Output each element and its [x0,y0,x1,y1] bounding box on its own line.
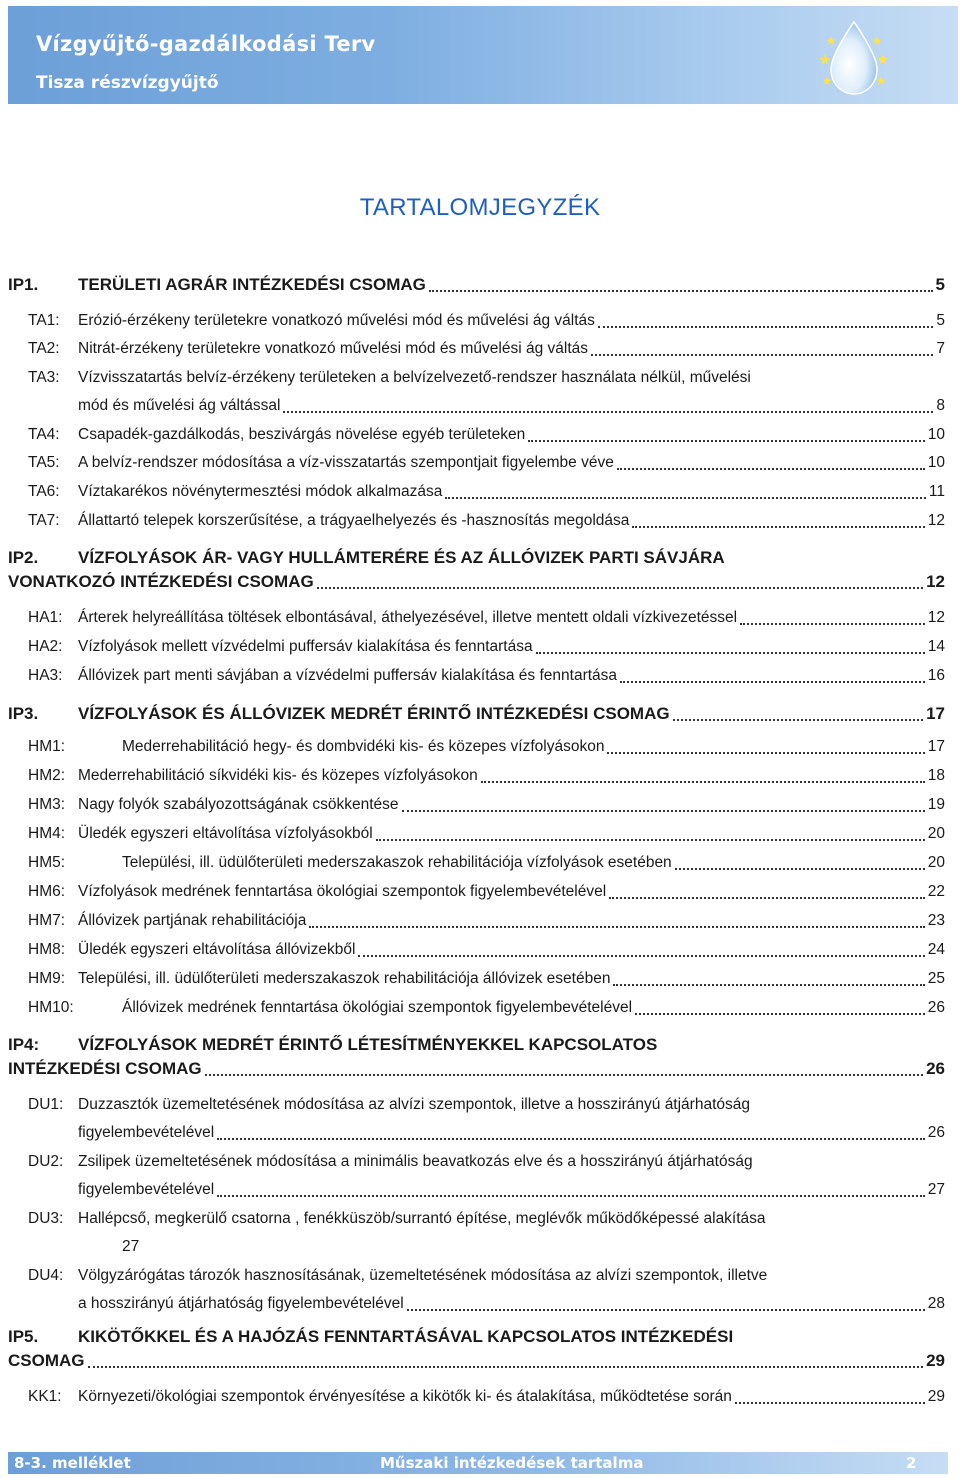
toc-section-entry[interactable] [0,702,960,726]
toc-entry-page-number: 7 [936,340,945,357]
toc-dot-leader [673,719,923,721]
toc-entry-text: VONATKOZÓ INTÉZKEDÉSI CSOMAG [8,572,314,591]
toc-entry-text: INTÉZKEDÉSI CSOMAG [8,1059,202,1078]
toc-entry[interactable] [0,822,960,846]
toc-entry-text: VÍZFOLYÁSOK ÁR- VAGY HULLÁMTERÉRE ÉS AZ ÁLLÓVIZEK PARTI SÁVJÁRA [78,548,725,567]
toc-dot-leader [632,526,924,528]
toc-entry-page-number: 26 [926,1059,945,1078]
toc-entry-text: Nagy folyók szabályozottságának csökkentése [78,796,399,813]
toc-dot-leader [358,955,924,957]
toc-dot-leader [598,326,933,328]
toc-entry-code: HA1: [28,609,63,626]
toc-dot-leader [613,984,924,986]
toc-entry-code: HA3: [28,667,63,684]
toc-entry-page-number: 14 [927,638,945,655]
toc-entry[interactable] [0,1150,960,1174]
toc-entry-page-number: 5 [935,275,945,294]
toc-entry[interactable] [0,793,960,817]
toc-entry-page-number: 16 [927,667,945,684]
toc-entry-text: 27 [122,1238,140,1255]
toc-entry-page-number: 10 [927,426,945,443]
toc-entry-code: TA5: [28,454,60,471]
toc-entry[interactable] [0,967,960,991]
toc-entry-text: VÍZFOLYÁSOK ÉS ÁLLÓVIZEK MEDRÉT ÉRINTŐ INTÉZKEDÉSI CSOMAG [78,704,670,723]
toc-dot-leader [402,810,925,812]
toc-entry[interactable] [0,366,960,390]
toc-entry-text: A belvíz-rendszer módosítása a víz-visszatartás szempontjait figyelembe véve [78,454,614,471]
toc-entry-code: DU4: [28,1267,64,1284]
toc-entry-text: Duzzasztók üzemeltetésének módosítása az alvízi szempontok, illetve a hosszirányú átjárhatóság [78,1096,751,1113]
toc-entry[interactable] [0,509,960,533]
toc-entry-text: Állóvizek part menti sávjában a vízvédelmi puffersáv kialakítása és fenntartása [78,667,618,684]
toc-entry-page-number: 12 [927,512,945,529]
toc-entry-text: Hallépcső, megkerülő csatorna , fenékküszöb/surrantó építése, meglévők működőképessé alakítása [78,1210,766,1227]
toc-section-entry[interactable] [0,1033,960,1057]
toc-entry-text: Mederrehabilitáció hegy- és dombvidéki kis- és közepes vízfolyásokon [122,738,605,755]
toc-dot-leader [617,468,925,470]
toc-entry-code: HM1: [28,738,66,755]
toc-section-entry[interactable] [0,1325,960,1349]
toc-entry-text: Környezeti/ökológiai szempontok érvényesítése a kikötők ki- és átalakítása, működtetése során [78,1388,732,1405]
toc-dot-leader [283,411,933,413]
toc-entry-text: Állóvizek partjának rehabilitációja [78,912,307,929]
toc-entry-text: VÍZFOLYÁSOK MEDRÉT ÉRINTŐ LÉTESÍTMÉNYEKKEL KAPCSOLATOS [78,1035,658,1054]
toc-entry-text: TERÜLETI AGRÁR INTÉZKEDÉSI CSOMAG [78,275,426,294]
toc-section-entry[interactable] [0,273,960,297]
toc-title: TARTALOMJEGYZÉK [359,194,601,221]
toc-entry[interactable] [0,606,960,630]
toc-entry-text: a hosszirányú átjárhatóság figyelembevételével [78,1295,404,1312]
toc-entry-code: HM6: [28,883,66,900]
toc-entry-text: Vízvisszatartás belvíz-érzékeny területeken a belvízelvezető-rendszer használata nélkül, művelési [78,369,751,386]
toc-entry[interactable] [0,1207,960,1231]
toc-dot-leader [609,897,925,899]
toc-entry-code: TA3: [28,369,60,386]
toc-entry-page-number: 10 [927,454,945,471]
toc-entry-text: Állattartó telepek korszerűsítése, a trágyaelhelyezés és -hasznosítás megoldása [78,512,630,529]
toc-entry-text: Állóvizek medrének fenntartása ökológiai szempontok figyelembevételével [122,999,633,1016]
toc-entry-page-number: 12 [927,609,945,626]
toc-entry-text: figyelembevételével [78,1124,215,1141]
toc-entry-page-number: 20 [927,854,945,871]
toc-entry-page-number: 18 [927,767,945,784]
water-drop-logo-icon [811,14,897,100]
toc-section-entry[interactable] [0,546,960,570]
toc-entry[interactable] [0,1235,960,1259]
toc-entry-page-number: 20 [927,825,945,842]
toc-dot-leader [445,497,925,499]
toc-entry[interactable] [0,1121,960,1145]
toc-entry-code: HM4: [28,825,66,842]
toc-entry-code: KK1: [28,1388,62,1405]
toc-entry-code: TA7: [28,512,60,529]
toc-entry-text: Vízfolyások medrének fenntartása ökológiai szempontok figyelembevételével [78,883,607,900]
toc-entry-code: TA4: [28,426,60,443]
toc-dot-leader [217,1195,925,1197]
toc-entry-text: Vízfolyások mellett vízvédelmi puffersáv kialakítása és fenntartása [78,638,533,655]
toc-dot-leader [309,926,924,928]
toc-entry-page-number: 26 [927,999,945,1016]
toc-entry-text: CSOMAG [8,1351,85,1370]
toc-dot-leader [217,1138,925,1140]
toc-entry-code: TA2: [28,340,60,357]
toc-entry-code: IP4: [8,1035,40,1054]
toc-entry-code: HM10: [28,999,74,1016]
toc-entry[interactable] [0,909,960,933]
toc-dot-leader [407,1309,925,1311]
toc-entry[interactable] [0,1178,960,1202]
toc-entry-code: DU2: [28,1153,64,1170]
toc-entry-text: Víztakarékos növénytermesztési módok alkalmazása [78,483,443,500]
toc-entry[interactable] [0,851,960,875]
toc-entry-code: IP2. [8,548,39,567]
toc-dot-leader [376,839,925,841]
toc-dot-leader [675,868,925,870]
toc-dot-leader [88,1366,924,1368]
toc-section-entry[interactable] [0,570,960,594]
toc-dot-leader [429,290,933,292]
toc-entry[interactable] [0,1292,960,1316]
toc-entry-code: HM8: [28,941,66,958]
document-title: Vízgyűjtő-gazdálkodási Terv [36,32,376,56]
footer-section-title: Műszaki intézkedések tartalma [380,1454,644,1472]
toc-entry-text: Üledék egyszeri eltávolítása állóvizekből [78,941,356,958]
toc-dot-leader [735,1402,925,1404]
toc-dot-leader [591,354,933,356]
toc-entry[interactable] [0,938,960,962]
toc-entry-code: DU1: [28,1096,64,1113]
toc-entry[interactable] [0,1093,960,1117]
toc-entry-code: IP3. [8,704,39,723]
toc-entry-code: TA6: [28,483,60,500]
toc-entry[interactable] [0,480,960,504]
header-banner [8,6,958,104]
toc-dot-leader [620,681,925,683]
toc-entry-page-number: 17 [926,704,945,723]
toc-entry-page-number: 24 [927,941,945,958]
toc-entry-code: HA2: [28,638,63,655]
toc-entry[interactable] [0,735,960,759]
toc-entry-text: Nitrát-érzékeny területekre vonatkozó művelési mód és művelési ág váltás [78,340,589,357]
page-footer [8,1452,948,1474]
toc-entry-text: Árterek helyreállítása töltések elbontásával, áthelyezésével, illetve mentett oldali vízkivezetéssel [78,609,738,626]
toc-entry-text: figyelembevételével [78,1181,215,1198]
toc-entry[interactable] [0,1264,960,1288]
toc-entry-page-number: 11 [928,483,945,500]
toc-entry[interactable] [0,309,960,333]
toc-entry-text: Zsilipek üzemeltetésének módosítása a minimális beavatkozás elve és a hosszirányú átjárhatóság [78,1153,753,1170]
toc-entry-code: IP1. [8,275,39,294]
toc-entry-text: Völgyzárógátas tározók hasznosításának, üzemeltetésének módosítása az alvízi szempontok, illetve [78,1267,768,1284]
toc-entry[interactable] [0,664,960,688]
toc-dot-leader [740,623,925,625]
toc-entry-text: Települési, ill. üdülőterületi mederszakaszok rehabilitációja vízfolyások esetében [122,854,672,871]
toc-entry-code: HM7: [28,912,66,929]
toc-dot-leader [481,781,925,783]
toc-entry[interactable] [0,394,960,418]
toc-dot-leader [536,652,925,654]
toc-entry-page-number: 8 [936,397,945,414]
toc-entry-text: Erózió-érzékeny területekre vonatkozó művelési mód és művelési ág váltás [78,312,595,329]
toc-entry[interactable] [0,996,960,1020]
toc-entry[interactable] [0,880,960,904]
toc-entry-page-number: 26 [927,1124,945,1141]
document-subtitle: Tisza részvízgyűjtő [36,73,219,93]
toc-entry-code: HM5: [28,854,66,871]
toc-entry-text: mód és művelési ág váltással [78,397,281,414]
toc-entry-text: Csapadék-gazdálkodás, beszivárgás növelése egyéb területeken [78,426,526,443]
toc-entry-page-number: 5 [936,312,945,329]
toc-entry-code: HM3: [28,796,66,813]
toc-section-entry[interactable] [0,1349,960,1373]
toc-entry-page-number: 12 [926,572,945,591]
toc-dot-leader [528,440,925,442]
toc-entry-page-number: 29 [926,1351,945,1370]
toc-entry[interactable] [0,451,960,475]
toc-entry[interactable] [0,337,960,361]
toc-entry[interactable] [0,423,960,447]
toc-entry-page-number: 17 [927,738,945,755]
toc-entry-code: IP5. [8,1327,39,1346]
toc-entry-page-number: 22 [927,883,945,900]
toc-entry-code: HM2: [28,767,66,784]
toc-section-entry[interactable] [0,1057,960,1081]
toc-entry[interactable] [0,764,960,788]
toc-entry-code: TA1: [28,312,60,329]
toc-dot-leader [607,752,924,754]
toc-dot-leader [317,587,923,589]
toc-entry-page-number: 29 [927,1388,945,1405]
toc-entry-text: KIKÖTŐKKEL ÉS A HAJÓZÁS FENNTARTÁSÁVAL KAPCSOLATOS INTÉZKEDÉSI [78,1327,734,1346]
toc-entry-page-number: 27 [927,1181,945,1198]
toc-entry-text: Mederrehabilitáció síkvidéki kis- és közepes vízfolyásokon [78,767,478,784]
toc-entry-code: DU3: [28,1210,64,1227]
toc-entry-page-number: 25 [927,970,945,987]
toc-dot-leader [205,1074,923,1076]
footer-annex-label: 8-3. melléklet [14,1454,131,1472]
toc-entry-page-number: 28 [927,1295,945,1312]
toc-entry-page-number: 23 [927,912,945,929]
toc-entry[interactable] [0,635,960,659]
toc-entry-page-number: 19 [927,796,945,813]
toc-entry[interactable] [0,1385,960,1409]
toc-dot-leader [635,1013,925,1015]
toc-entry-code: HM9: [28,970,66,987]
toc-entry-text: Települési, ill. üdülőterületi mederszakaszok rehabilitációja állóvizek esetében [78,970,611,987]
toc-entry-text: Üledék egyszeri eltávolítása vízfolyásokból [78,825,373,842]
footer-page-number: 2 [906,1454,917,1472]
